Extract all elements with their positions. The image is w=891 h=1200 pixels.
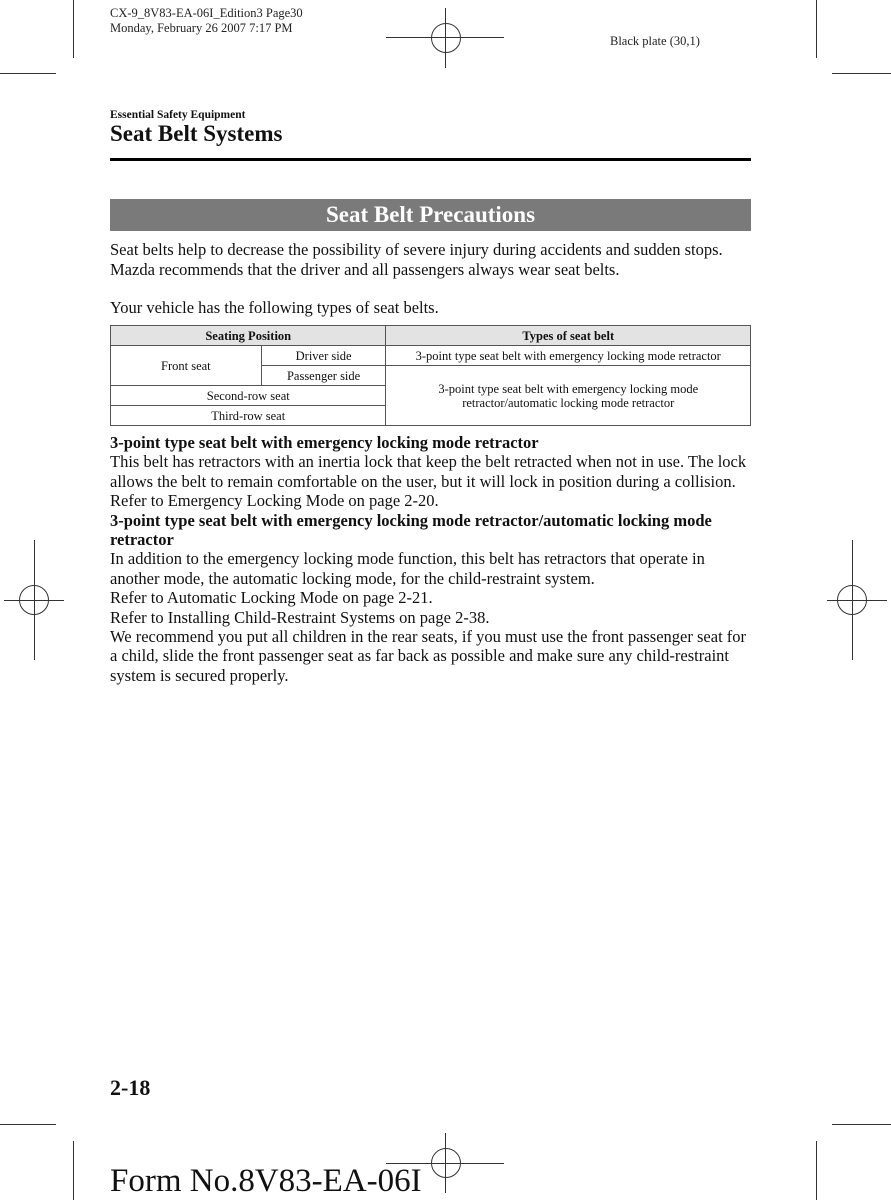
cell-driver-side: Driver side [261, 346, 386, 366]
seat-belt-table [110, 325, 751, 426]
paragraph-recommendation: We recommend you put all children in the rear seats, if you must use the front passenger seat for a child, slide the front passenger seat as far back as possible and make sure any child-restraint system is secured properly. [110, 627, 747, 685]
reference-elr: Refer to Emergency Locking Mode on page 2-20. [110, 491, 439, 511]
cell-type-others: 3-point type seat belt with emergency locking mode retractor/automatic locking mode retractor [386, 366, 751, 426]
reference-alr: Refer to Automatic Locking Mode on page 2-21. [110, 588, 433, 608]
cell-type-driver: 3-point type seat belt with emergency locking mode retractor [386, 346, 751, 366]
header-seating-position: Seating Position [111, 326, 386, 346]
title-rule [110, 158, 751, 161]
table-row [111, 346, 751, 366]
body-text [110, 433, 755, 685]
header-belt-type: Types of seat belt [386, 326, 751, 346]
section-banner: Seat Belt Precautions [110, 199, 751, 231]
page-title: Seat Belt Systems [110, 121, 283, 146]
paragraph-elr: This belt has retractors with an inertia lock that keep the belt retracted when not in use. The lock allows the belt to remain comfortable on the user, but it will lock in position during a collision. [110, 452, 747, 491]
cell-passenger-side: Passenger side [261, 366, 386, 386]
form-number: Form No.8V83-EA-06I [110, 1163, 422, 1199]
page-number: 2-18 [110, 1075, 151, 1100]
section-label: Essential Safety Equipment [110, 109, 246, 121]
cell-front-seat: Front seat [111, 346, 262, 386]
paragraph-elr-alr: In addition to the emergency locking mode function, this belt has retractors that operate in another mode, the automatic locking mode, for the child-restraint system. [110, 549, 705, 588]
print-header-line1: CX-9_8V83-EA-06I_Edition3 Page30 [110, 6, 303, 20]
cell-third-row: Third-row seat [111, 406, 386, 426]
reference-child-restraint: Refer to Installing Child-Restraint Systems on page 2-38. [110, 607, 490, 627]
subheading-elr-alr: 3-point type seat belt with emergency locking mode retractor/automatic locking mode retractor [110, 510, 712, 550]
print-header-plate: Black plate (30,1) [610, 34, 700, 48]
cell-second-row: Second-row seat [111, 386, 386, 406]
types-intro: Your vehicle has the following types of seat belts. [110, 298, 439, 317]
subheading-elr: 3-point type seat belt with emergency locking mode retractor [110, 433, 539, 452]
print-header-line2: Monday, February 26 2007 7:17 PM [110, 21, 293, 35]
table-header-row [111, 326, 751, 346]
intro-paragraph: Seat belts help to decrease the possibility of severe injury during accidents and sudden stops. Mazda recommends that the driver and all passengers always wear seat belts. [110, 240, 723, 279]
